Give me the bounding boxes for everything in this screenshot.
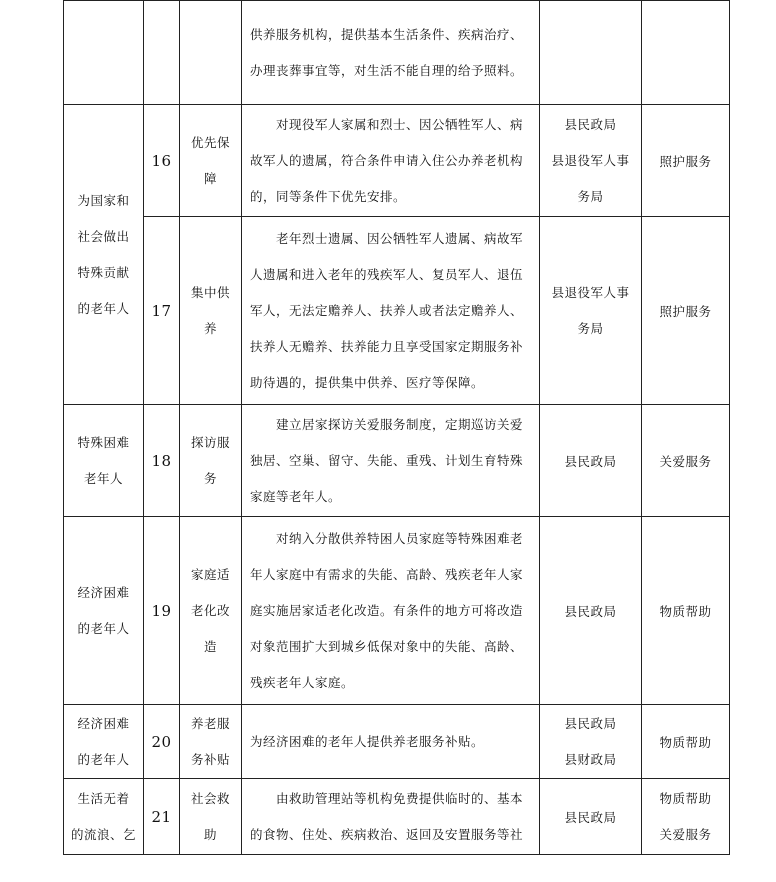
- item-line: 养老服: [190, 715, 230, 731]
- number-cell: 17: [144, 217, 180, 405]
- category-line: 的老年人: [77, 751, 130, 767]
- content-line: 的，同等条件下优先安排。: [250, 188, 407, 204]
- type-cell: 照护服务: [642, 217, 730, 405]
- category-cell: [64, 1, 144, 105]
- item-line: 探访服: [190, 434, 230, 450]
- category-line: 老年人: [83, 470, 123, 486]
- type-cell: 物质帮助: [642, 517, 730, 705]
- content-cell: [242, 405, 540, 517]
- item-cell: [180, 217, 242, 405]
- table-row: [64, 105, 730, 217]
- number-cell: [144, 1, 180, 105]
- item-cell: [180, 705, 242, 779]
- department-cell: [540, 217, 642, 405]
- category-line: 的老年人: [77, 620, 130, 636]
- category-line: 特殊贡献: [77, 264, 130, 280]
- category-line: 为国家和: [77, 192, 130, 208]
- department-line: 县退役军人事: [551, 284, 630, 300]
- category-line: 社会做出: [77, 228, 130, 244]
- type-line: 物质帮助: [659, 790, 712, 806]
- content-line: 残疾老年人家庭。: [250, 674, 355, 690]
- content-line: 的食物、住处、疾病救治、返回及安置服务等社: [250, 826, 524, 842]
- category-line: 经济困难: [77, 715, 130, 731]
- table-row: [64, 517, 730, 705]
- type-cell: [642, 1, 730, 105]
- table-row: [64, 217, 730, 405]
- table-row: [64, 705, 730, 779]
- content-line: 助待遇的，提供集中供养、医疗等保障。: [250, 374, 485, 390]
- number-cell: 19: [144, 517, 180, 705]
- type-cell: 照护服务: [642, 105, 730, 217]
- department-cell: [540, 705, 642, 779]
- item-cell: [180, 405, 242, 517]
- content-cell: [242, 217, 540, 405]
- category-cell: [64, 517, 144, 705]
- item-line: 障: [203, 170, 217, 186]
- content-cell: [242, 1, 540, 105]
- item-cell: [180, 105, 242, 217]
- content-line: 建立居家探访关爱服务制度，定期巡访关爱: [276, 416, 524, 432]
- department-line: 县退役军人事: [551, 152, 630, 168]
- content-line: 对现役军人家属和烈士、因公牺牲军人、病: [276, 116, 524, 132]
- department-line: 县民政局: [564, 116, 617, 132]
- content-line: 为经济困难的老年人提供养老服务补贴。: [250, 733, 485, 749]
- department-line: 县民政局: [564, 715, 617, 731]
- category-line: 经济困难: [77, 584, 130, 600]
- content-line: 对纳入分散供养特困人员家庭等特殊困难老: [276, 530, 524, 546]
- item-line: 务补贴: [190, 751, 230, 767]
- department-cell: 县民政局: [540, 779, 642, 855]
- number-cell: 18: [144, 405, 180, 517]
- category-line: 的流浪、乞: [70, 826, 136, 842]
- content-line: 扶养人无赡养、扶养能力且享受国家定期服务补: [250, 338, 524, 354]
- item-line: 社会救: [190, 790, 230, 806]
- item-line: 造: [203, 638, 217, 654]
- table-row: [64, 779, 730, 855]
- department-line: 务局: [577, 188, 604, 204]
- department-cell: 县民政局: [540, 517, 642, 705]
- type-line: 关爱服务: [659, 826, 712, 842]
- content-line: 人遗属和进入老年的残疾军人、复员军人、退伍: [250, 266, 524, 282]
- category-cell: [64, 405, 144, 517]
- department-line: 务局: [577, 320, 604, 336]
- item-cell: [180, 1, 242, 105]
- department-cell: [540, 105, 642, 217]
- content-line: 老年烈士遗属、因公牺牲军人遗属、病故军: [276, 230, 524, 246]
- content-line: 供养服务机构，提供基本生活条件、疾病治疗、: [250, 26, 524, 42]
- category-line: 生活无着: [77, 790, 130, 806]
- content-line: 独居、空巢、留守、失能、重残、计划生育特殊: [250, 452, 524, 468]
- type-cell: 关爱服务: [642, 405, 730, 517]
- department-line: 县财政局: [564, 751, 617, 767]
- number-cell: 21: [144, 779, 180, 855]
- category-cell: [64, 105, 144, 405]
- category-line: 特殊困难: [77, 434, 130, 450]
- table-row: [64, 1, 730, 105]
- item-line: 老化改: [190, 602, 230, 618]
- item-line: 养: [203, 320, 217, 336]
- item-cell: [180, 779, 242, 855]
- item-line: 优先保: [190, 134, 230, 150]
- content-line: 军人，无法定赡养人、扶养人或者法定赡养人、: [250, 302, 524, 318]
- content-cell: [242, 105, 540, 217]
- type-cell: 物质帮助: [642, 705, 730, 779]
- number-cell: 20: [144, 705, 180, 779]
- department-cell: 县民政局: [540, 405, 642, 517]
- item-line: 集中供: [190, 284, 230, 300]
- item-line: 务: [203, 470, 217, 486]
- item-line: 家庭适: [190, 566, 230, 582]
- item-cell: [180, 517, 242, 705]
- category-cell: [64, 779, 144, 855]
- category-cell: [64, 705, 144, 779]
- content-cell: [242, 779, 540, 855]
- number-cell: 16: [144, 105, 180, 217]
- category-line: 的老年人: [77, 300, 130, 316]
- content-cell: [242, 517, 540, 705]
- item-line: 助: [203, 826, 217, 842]
- table-wrapper: [63, 0, 730, 855]
- content-line: 庭实施居家适老化改造。有条件的地方可将改造: [250, 602, 524, 618]
- content-line: 故军人的遗属，符合条件申请入住公办养老机构: [250, 152, 524, 168]
- content-line: 年人家庭中有需求的失能、高龄、残疾老年人家: [250, 566, 524, 582]
- content-line: 家庭等老年人。: [250, 488, 342, 504]
- department-cell: [540, 1, 642, 105]
- content-cell: [242, 705, 540, 779]
- table-row: [64, 405, 730, 517]
- content-line: 由救助管理站等机构免费提供临时的、基本: [276, 790, 524, 806]
- content-line: 办理丧葬事宜等，对生活不能自理的给予照料。: [250, 62, 524, 78]
- content-line: 对象范围扩大到城乡低保对象中的失能、高龄、: [250, 638, 524, 654]
- service-table: [63, 0, 730, 855]
- type-cell: [642, 779, 730, 855]
